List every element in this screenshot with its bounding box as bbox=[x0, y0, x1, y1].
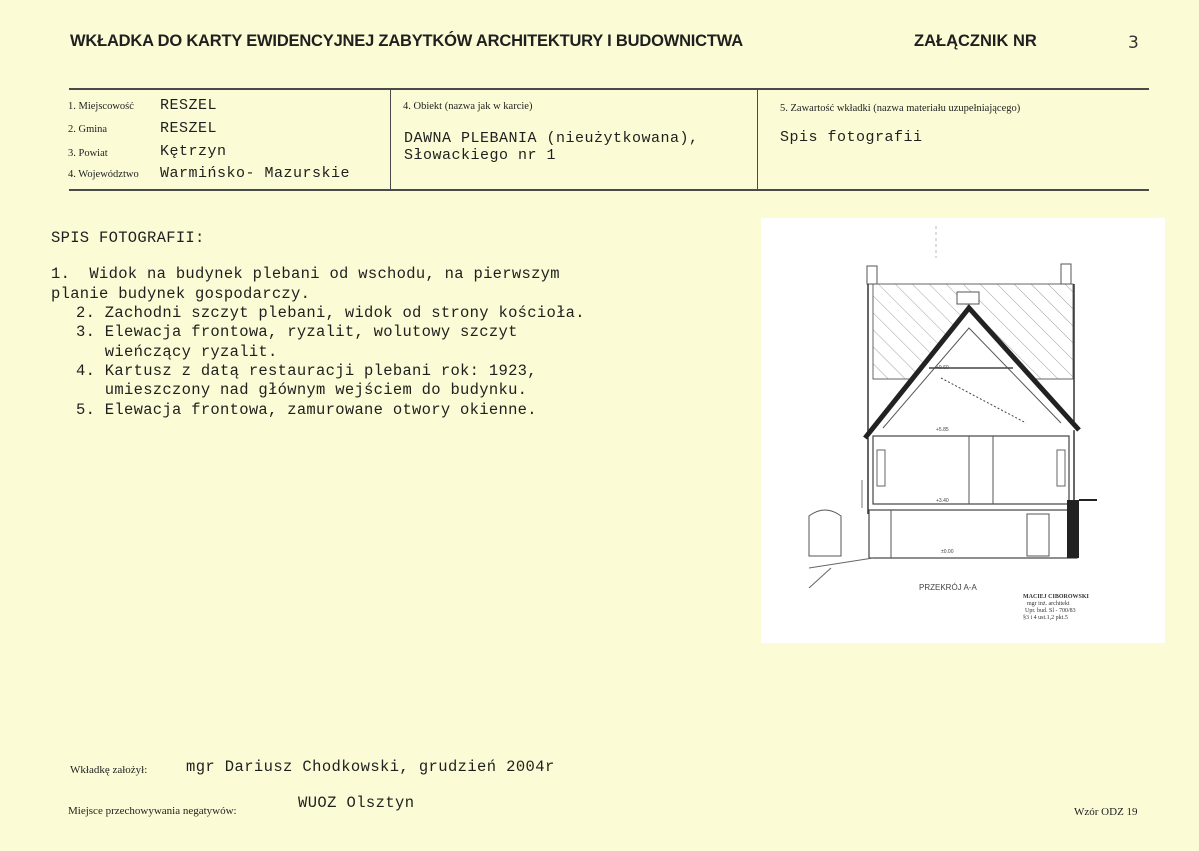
level-mark: +5.85 bbox=[936, 427, 949, 433]
level-mark: ±0.00 bbox=[941, 549, 954, 555]
photo-list-line: planie budynek gospodarczy. bbox=[51, 285, 311, 303]
photo-list-line: umieszczony nad głównym wejściem do budynku. bbox=[76, 381, 528, 399]
table-divider-1 bbox=[390, 89, 391, 190]
annex-number: 3 bbox=[1128, 33, 1139, 53]
field-label-county: 3. Powiat bbox=[68, 148, 108, 159]
field-value-town: RESZEL bbox=[160, 97, 218, 114]
table-bottom-border bbox=[69, 189, 1149, 191]
photo-list-heading: SPIS FOTOGRAFII: bbox=[51, 229, 205, 247]
photo-list-line: 2. Zachodni szczyt plebani, widok od strony kościoła. bbox=[76, 304, 585, 322]
field-label-commune: 2. Gmina bbox=[68, 124, 108, 135]
section-drawing bbox=[761, 218, 1165, 643]
ground-slope bbox=[809, 568, 831, 588]
table-divider-2 bbox=[757, 89, 758, 190]
field-value-voivodeship: Warmińsko- Mazurskie bbox=[160, 165, 351, 182]
object-name-line1: DAWNA PLEBANIA (nieużytkowana), bbox=[404, 130, 699, 147]
annex-label: ZAŁĄCZNIK NR bbox=[914, 32, 1037, 50]
field-value-commune: RESZEL bbox=[160, 120, 218, 137]
section-drawing-svg bbox=[761, 218, 1165, 643]
upper-floor bbox=[873, 436, 1069, 504]
field-value-county: Kętrzyn bbox=[160, 143, 227, 160]
object-label: 4. Obiekt (nazwa jak w karcie) bbox=[403, 101, 533, 112]
photo-list-line: 3. Elewacja frontowa, ryzalit, wolutowy szczyt bbox=[76, 323, 518, 341]
stamp-line: §3 i 4 ust.1,2 pkt.5 bbox=[1023, 615, 1068, 621]
contents-value: Spis fotografii bbox=[780, 129, 923, 146]
stamp-line: MACIEJ CIBOROWSKI bbox=[1023, 594, 1089, 600]
table-top-border bbox=[69, 88, 1149, 90]
chimney-left bbox=[867, 266, 877, 284]
chimney-right bbox=[1061, 264, 1071, 284]
photo-list-line: 1. Widok na budynek plebani od wschodu, na pierwszym bbox=[51, 265, 560, 283]
stamp-line: Upr. bud. Sl - 700/83 bbox=[1025, 608, 1076, 614]
drawing-caption: PRZEKRÓJ A-A bbox=[919, 583, 977, 592]
photo-list-line: wieńczący ryzalit. bbox=[76, 343, 278, 361]
ground-line-left bbox=[809, 558, 873, 568]
author-label: Wkładkę założył: bbox=[70, 764, 148, 776]
ground-floor bbox=[869, 510, 1077, 558]
form-code: Wzór ODZ 19 bbox=[1074, 806, 1138, 818]
stamp-line: mgr inż. architekt bbox=[1027, 601, 1070, 607]
author-value: mgr Dariusz Chodkowski, grudzień 2004r bbox=[186, 758, 555, 776]
photo-list-line: 5. Elewacja frontowa, zamurowane otwory okienne. bbox=[76, 401, 537, 419]
storage-value: WUOZ Olsztyn bbox=[298, 794, 415, 812]
object-name-line2: Słowackiego nr 1 bbox=[404, 147, 557, 164]
roof-vent bbox=[957, 292, 979, 304]
photo-list-line: 4. Kartusz z datą restauracji plebani rok: 1923, bbox=[76, 362, 537, 380]
field-label-voivodeship: 4. Województwo bbox=[68, 169, 139, 180]
level-mark: +3.40 bbox=[936, 498, 949, 504]
contents-label: 5. Zawartość wkładki (nazwa materiału uzupełniającego) bbox=[780, 103, 1021, 114]
wall-section-right bbox=[1067, 500, 1079, 558]
outbuilding-left bbox=[809, 510, 841, 556]
level-mark: +9.60 bbox=[936, 365, 949, 371]
form-title: WKŁADKA DO KARTY EWIDENCYJNEJ ZABYTKÓW ARCHITEKTURY I BUDOWNICTWA bbox=[70, 32, 743, 50]
storage-label: Miejsce przechowywania negatywów: bbox=[68, 805, 237, 817]
field-label-town: 1. Miejscowość bbox=[68, 101, 134, 112]
